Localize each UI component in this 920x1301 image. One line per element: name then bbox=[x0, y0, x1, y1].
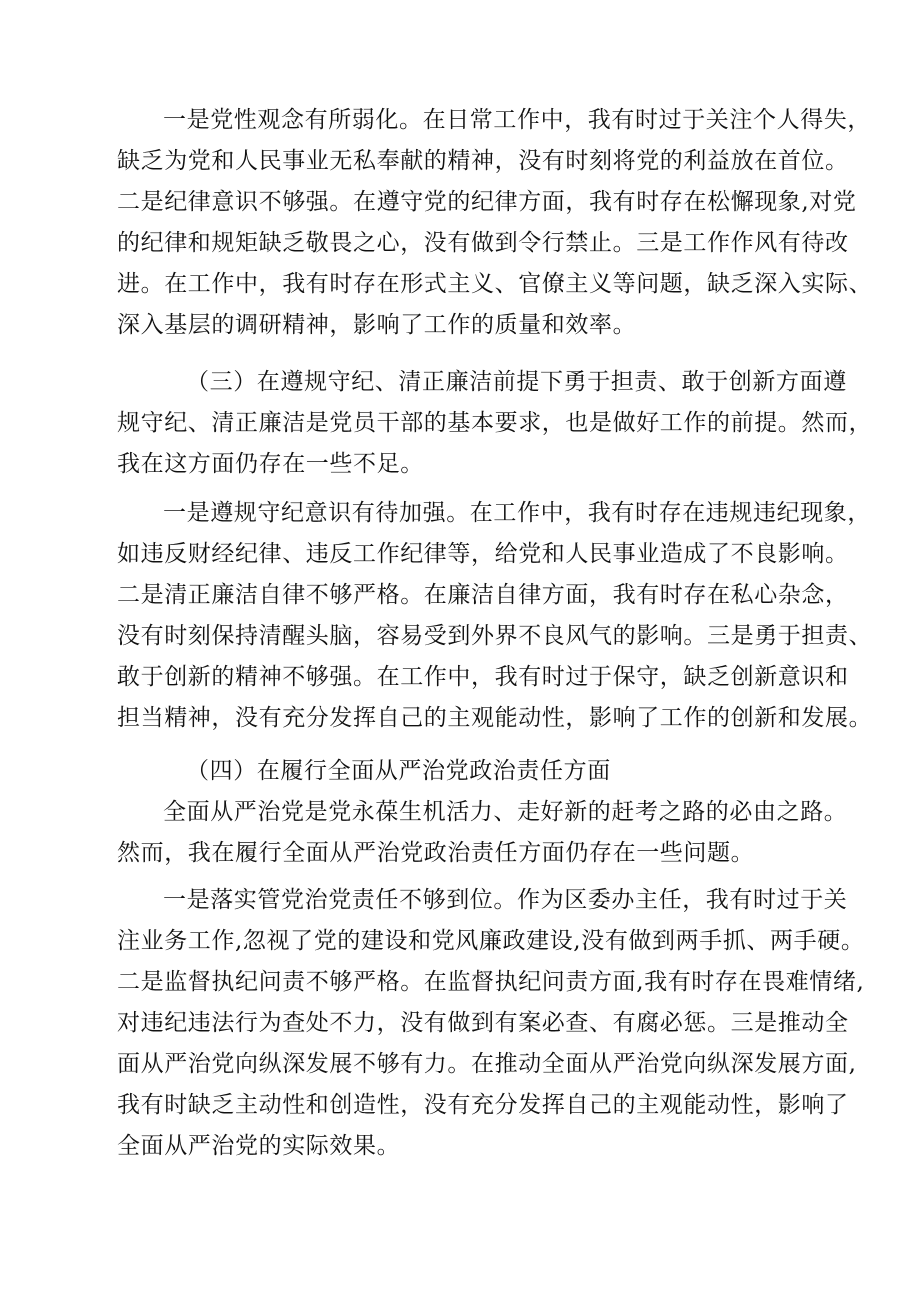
paragraph-line: 一是落实管党治党责任不够到位。作为区委办主任，我有时过于关 bbox=[163, 887, 848, 913]
paragraph-line: 缺乏为党和人民事业无私奉献的精神，没有时刻将党的利益放在首位。 bbox=[117, 148, 849, 174]
paragraph-line: 担当精神，没有充分发挥自己的主观能动性，影响了工作的创新和发展。 bbox=[117, 705, 873, 731]
paragraph-line: 我在这方面仍存在一些不足。 bbox=[117, 451, 424, 477]
paragraph-line: 我有时缺乏主动性和创造性，没有充分发挥自己的主观能动性，影响了 bbox=[117, 1092, 849, 1118]
paragraph-line: 二是纪律意识不够强。在遵守党的纪律方面，我有时存在松懈现象,对党 bbox=[117, 189, 857, 215]
paragraph-line: 的纪律和规矩缺乏敬畏之心，没有做到令行禁止。三是工作作风有待改 bbox=[117, 230, 849, 256]
section-heading-3: （三）在遵规守纪、清正廉洁前提下勇于担责、敢于创新方面遵 bbox=[186, 369, 847, 395]
paragraph-line: 进。在工作中，我有时存在形式主义、官僚主义等问题，缺乏深入实际、 bbox=[117, 271, 873, 297]
paragraph-line: 敢于创新的精神不够强。在工作中，我有时过于保守，缺乏创新意识和 bbox=[117, 664, 849, 690]
paragraph-line: 规守纪、清正廉洁是党员干部的基本要求，也是做好工作的前提。然而， bbox=[117, 410, 873, 436]
paragraph-line: 注业务工作,忽视了党的建设和党风廉政建设,没有做到两手抓、两手硬。 bbox=[117, 928, 865, 954]
paragraph-line: 一是党性观念有所弱化。在日常工作中，我有时过于关注个人得失， bbox=[163, 107, 871, 133]
paragraph-line: 二是清正廉洁自律不够严格。在廉洁自律方面，我有时存在私心杂念， bbox=[117, 582, 849, 608]
paragraph-line: 面从严治党向纵深发展不够有力。在推动全面从严治党向纵深发展方面, bbox=[117, 1051, 857, 1077]
paragraph-line: 全面从严治党的实际效果。 bbox=[117, 1133, 401, 1159]
paragraph-line: 没有时刻保持清醒头脑，容易受到外界不良风气的影响。三是勇于担责、 bbox=[117, 623, 873, 649]
paragraph-line: 一是遵规守纪意识有待加强。在工作中，我有时存在违规违纪现象， bbox=[163, 500, 871, 526]
paragraph-line: 然而，我在履行全面从严治党政治责任方面仍存在一些问题。 bbox=[117, 840, 755, 866]
paragraph-line: 二是监督执纪问责不够严格。在监督执纪问责方面,我有时存在畏难情绪, bbox=[117, 969, 865, 995]
paragraph-line: 对违纪违法行为查处不力，没有做到有案必查、有腐必惩。三是推动全 bbox=[117, 1010, 849, 1036]
paragraph-line: 如违反财经纪律、违反工作纪律等，给党和人民事业造成了不良影响。 bbox=[117, 541, 849, 567]
section-heading-4: （四）在履行全面从严治党政治责任方面 bbox=[186, 758, 611, 784]
paragraph-line: 全面从严治党是党永葆生机活力、走好新的赶考之路的必由之路。 bbox=[163, 799, 848, 825]
paragraph-line: 深入基层的调研精神，影响了工作的质量和效率。 bbox=[117, 312, 637, 338]
